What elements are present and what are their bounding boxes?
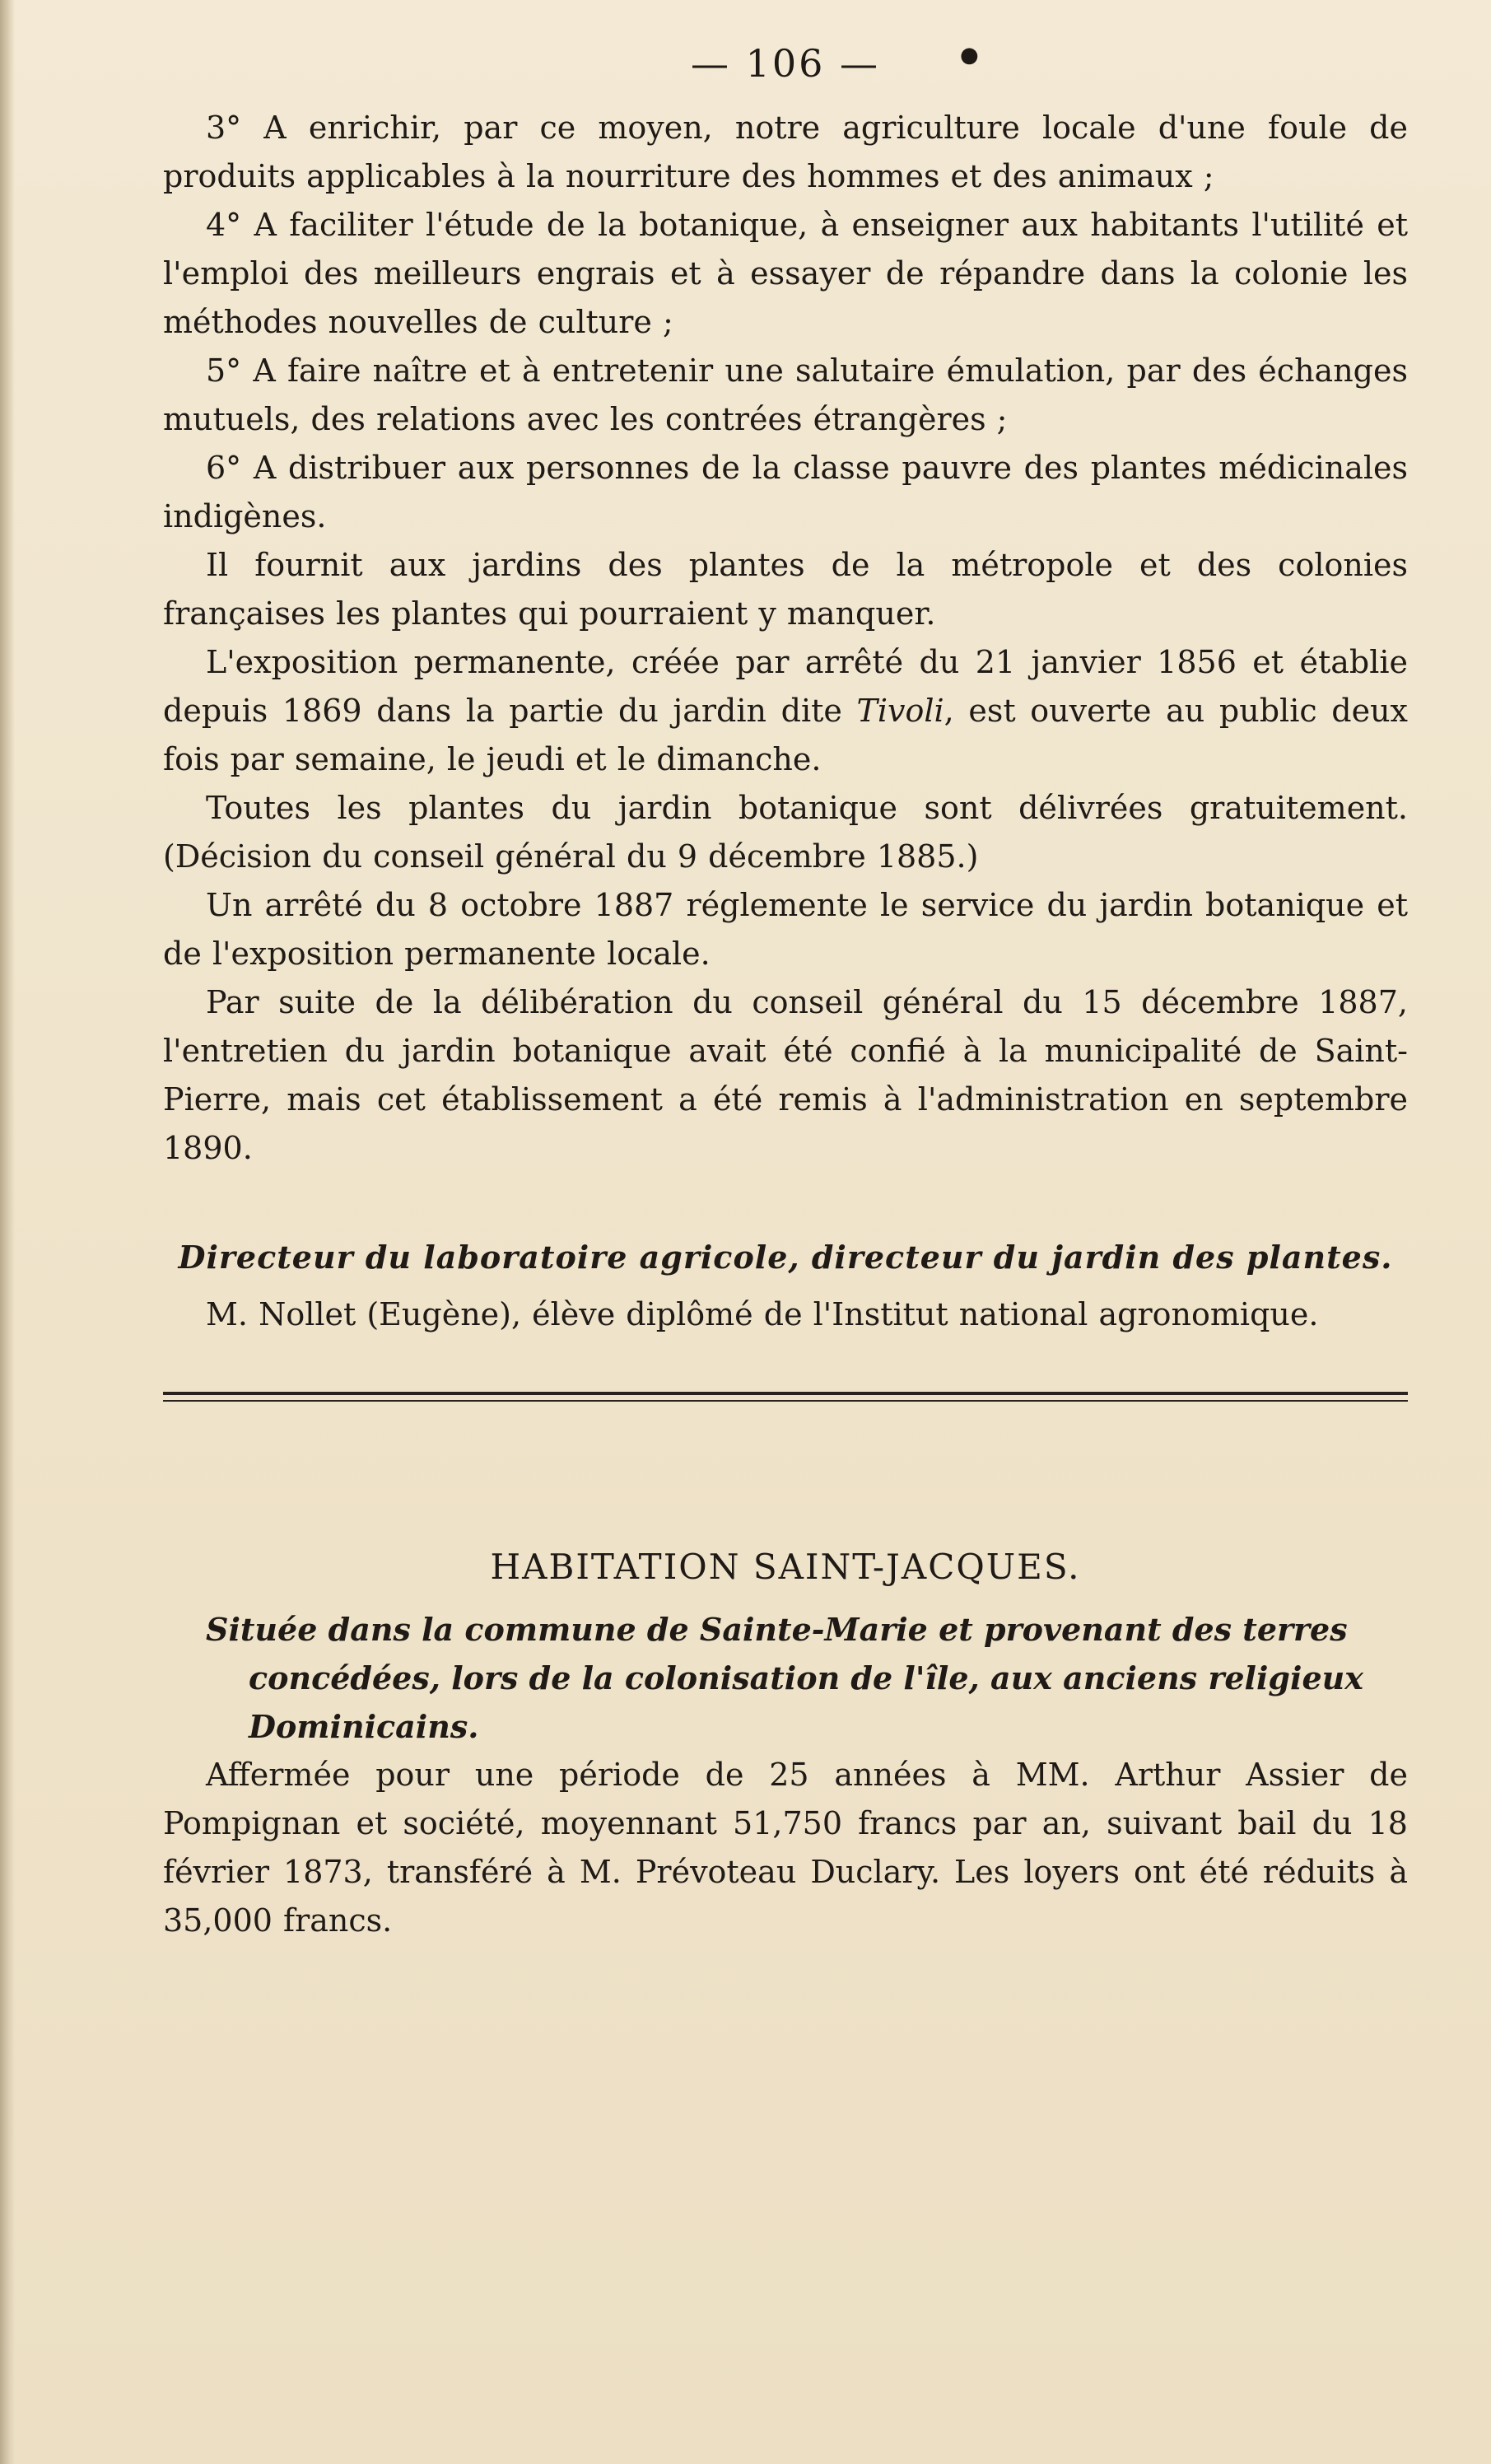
director-name: M. Nollet (Eugène), élève diplômé de l'Institut national agronomique. (206, 1296, 1319, 1332)
page-binding-edge (0, 0, 15, 2464)
paragraph-municipality: Par suite de la délibération du conseil général du 15 décembre 1887, l'entretien du jardin botanique avait été confié à la municipalité de Saint-Pierre, mais cet établissement a été remis à l'administration en septembre 1890. (163, 984, 1408, 1166)
paragraph-exposition (163, 638, 1408, 784)
divider-thin-line (163, 1400, 1408, 1402)
director-title: Directeur du laboratoire agricole, directeur du jardin des plantes. (178, 1239, 1393, 1276)
paragraph-supply: Il fournit aux jardins des plantes de la métropole et des colonies françaises les plantes qui pourraient y manquer. (163, 547, 1408, 632)
section-subtitle: Située dans la commune de Sainte-Marie et provenant des terres concédées, lors de la colonisation de l'île, aux anciens religieux Dominicains. (206, 1611, 1363, 1745)
page-number-text: — 106 — (690, 41, 881, 86)
divider-thick-line (163, 1392, 1408, 1395)
paragraph-item-3: 3° A enrichir, par ce moyen, notre agriculture locale d'une foule de produits applicables à la nourriture des hommes et des animaux ; (163, 110, 1408, 194)
section-divider (163, 1392, 1408, 1405)
paragraph-item-4: 4° A faciliter l'étude de la botanique, à enseigner aux habitants l'utilité et l'emploi des meilleurs engrais et à essayer de répandre dans la colonie les méthodes nouvelles de culture ; (163, 207, 1408, 340)
page-number (163, 41, 1408, 86)
exposition-text-after: , est ouverte au public deux fois par semaine, le jeudi et le dimanche. (163, 693, 1408, 777)
paragraph-item-5: 5° A faire naître et à entretenir une salutaire émulation, par des échanges mutuels, des relations avec les contrées étrangères ; (163, 352, 1408, 437)
paragraph-item-6: 6° A distribuer aux personnes de la classe pauvre des plantes médicinales indigènes. (163, 450, 1408, 534)
section-body: Affermée pour une période de 25 années à MM. Arthur Assier de Pompignan et société, moyennant 51,750 francs par an, suivant bail du 18 février 1873, transféré à M. Prévoteau Duclary. Les loyers ont été réduits à 35,000 francs. (163, 1757, 1408, 1939)
page-content (163, 41, 1408, 1945)
paragraph-decree-1887: Un arrêté du 8 octobre 1887 réglemente le service du jardin botanique et de l'exposition permanente locale. (163, 887, 1408, 972)
ink-spot-icon: ● (960, 43, 981, 68)
paragraph-free-plants: Toutes les plantes du jardin botanique sont délivrées gratuitement. (Décision du conseil général du 9 décembre 1885.) (163, 790, 1408, 875)
section-heading: HABITATION SAINT-JACQUES. (490, 1547, 1081, 1587)
exposition-place-name: Tivoli (856, 693, 944, 729)
exposition-text-before: L'exposition permanente, créée par arrêté du 21 janvier 1856 et établie depuis 1869 dans la partie du jardin dite (163, 644, 1408, 729)
